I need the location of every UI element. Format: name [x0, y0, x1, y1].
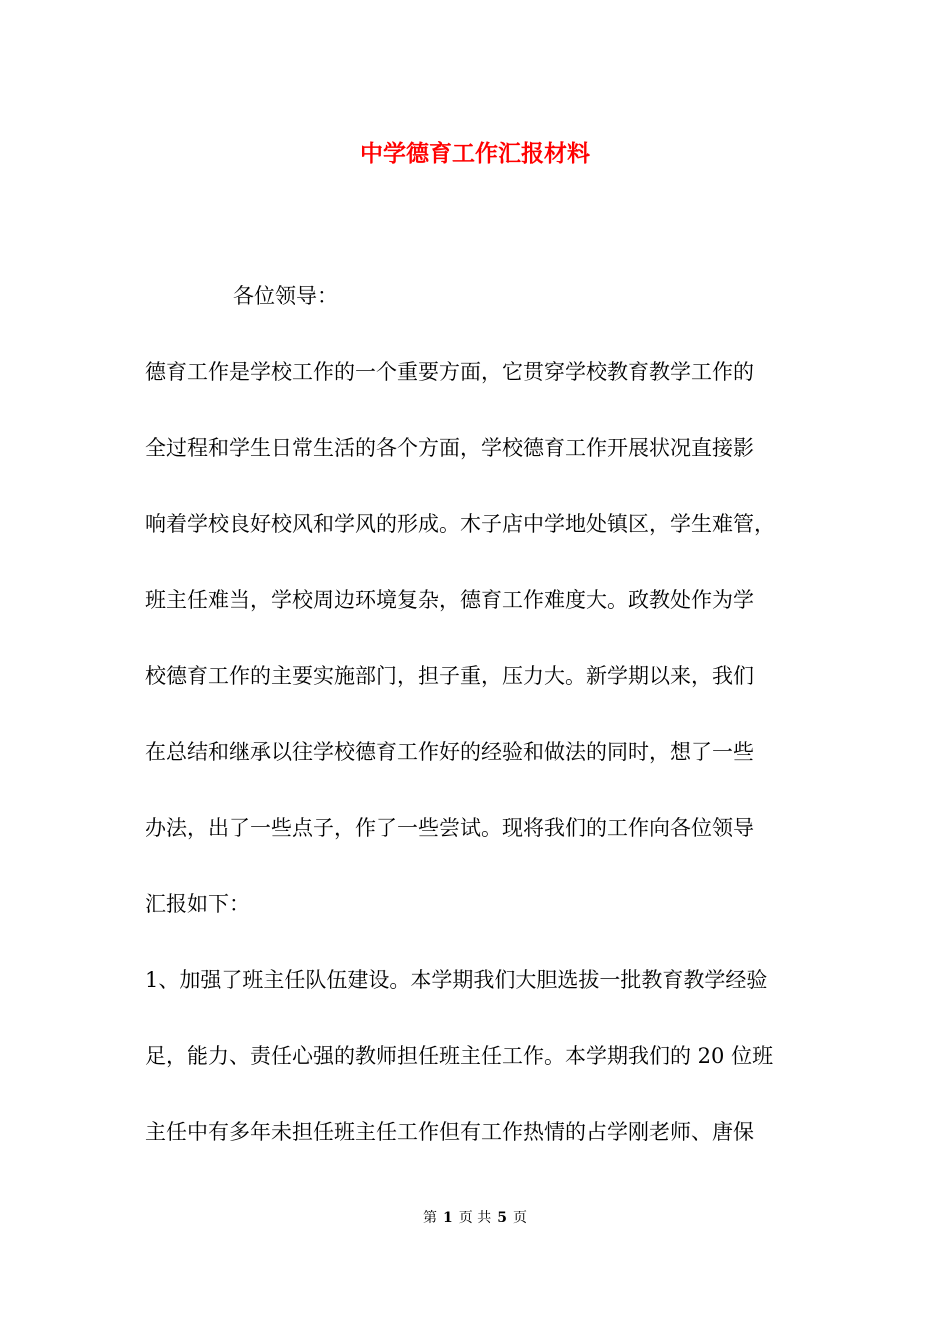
- text-line: 汇报如下：: [145, 892, 250, 916]
- text-line: 响着学校良好校风和学风的形成。木子店中学地处镇区，学生难管，: [145, 512, 775, 536]
- salutation-paragraph: [145, 277, 813, 315]
- text-line: 在总结和继承以往学校德育工作好的经验和做法的同时，想了一些: [145, 740, 754, 764]
- footer-prefix: 第: [423, 1210, 438, 1226]
- text-line: 全过程和学生日常生活的各个方面，学校德育工作开展状况直接影: [145, 436, 754, 460]
- salutation: 各位领导：: [233, 284, 338, 308]
- text-line: 1、加强了班主任队伍建设。本学期我们大胆选拔一批教育教学经验: [145, 968, 768, 992]
- text-line: 班主任难当，学校周边环境复杂，德育工作难度大。政教处作为学: [145, 588, 754, 612]
- paragraph-intro: [145, 353, 813, 923]
- text-line: 主任中有多年未担任班主任工作但有工作热情的占学刚老师、唐保: [145, 1120, 754, 1144]
- text-line: 办法，出了一些点子，作了一些尝试。现将我们的工作向各位领导: [145, 816, 754, 840]
- text-line: 德育工作是学校工作的一个重要方面，它贯穿学校教育教学工作的: [145, 360, 754, 384]
- paragraph-item-1: [145, 961, 813, 1151]
- footer-total-pages: 5: [497, 1210, 507, 1226]
- document-body: [145, 277, 813, 1189]
- page-footer: [0, 1208, 950, 1228]
- document-title: 中学德育工作汇报材料: [360, 140, 590, 167]
- text-line: 校德育工作的主要实施部门，担子重，压力大。新学期以来，我们: [145, 664, 754, 688]
- footer-middle: 页 共: [458, 1210, 492, 1226]
- text-line: 足，能力、责任心强的教师担任班主任工作。本学期我们的 20 位班: [145, 1044, 774, 1068]
- footer-suffix: 页: [512, 1210, 527, 1226]
- footer-current-page: 1: [443, 1210, 453, 1226]
